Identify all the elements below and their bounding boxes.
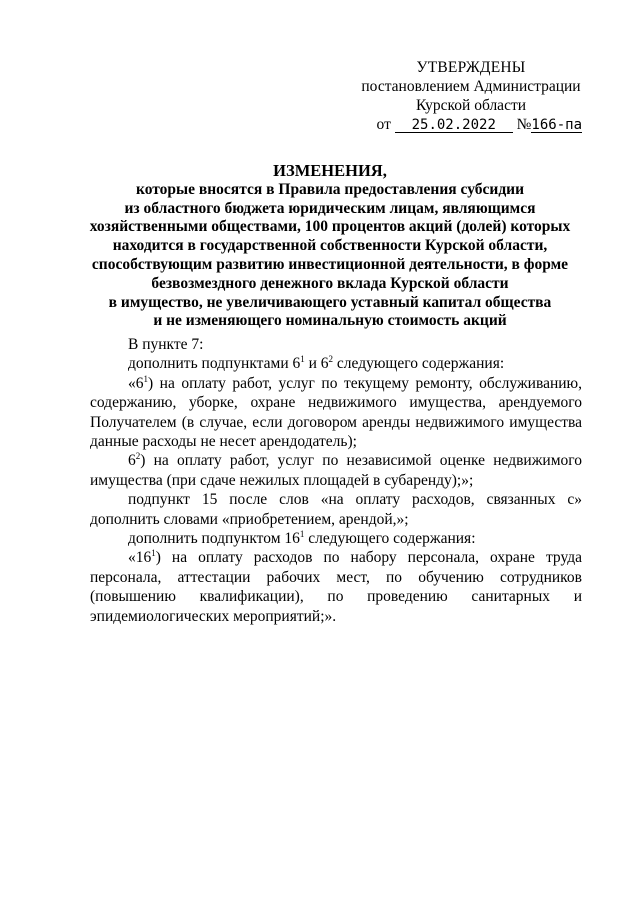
paragraph-text: ) на оплату расходов по набору персонала, охране труда персонала, аттестации рабочих мест, по обучению сотрудников (повышению квалификации), по проведению санитарных и эпидемиологических мероприятий;». (90, 549, 582, 625)
paragraph-subitem-6-1 (90, 374, 582, 452)
paragraph-text: В пункте 7: (128, 336, 204, 353)
superscript: 1 (151, 548, 156, 559)
paragraph-add-subitem-16 (90, 529, 582, 548)
superscript: 2 (328, 354, 334, 365)
approval-line-1: постановлением Администрации (361, 78, 581, 95)
paragraph-subitem-16-1 (90, 548, 582, 626)
approval-date-line (360, 115, 582, 134)
paragraph-text: 6 (128, 452, 136, 470)
superscript: 1 (143, 373, 148, 384)
paragraph-text: ) на оплату работ, услуг по текущему ремонту, обслуживанию, содержанию, уборке, охране недвижимого имущества, арендуемого Получателем (в случае, если договором аренды недвижимого имущества данные расходы не несет арендодатель); (90, 374, 582, 451)
approval-stamp (360, 58, 582, 134)
approval-title: УТВЕРЖДЕНЫ (416, 59, 526, 76)
heading-line: которые вносятся в Правила предоставления субсидии (135, 180, 525, 198)
document-body (90, 335, 582, 626)
paragraph-intro (90, 335, 582, 354)
from-label: от (376, 116, 391, 133)
superscript: 1 (299, 529, 305, 540)
heading-title: ИЗМЕНЕНИЯ, (273, 161, 387, 180)
heading-line: безвозмездного денежного вклада Курской области (151, 274, 509, 292)
heading-line: в имущество, не увеличивающего уставный капитал общества (108, 293, 552, 311)
paragraph-text: дополнить подпунктами 6 (128, 355, 301, 373)
superscript: 2 (135, 451, 141, 462)
approval-line-2: Курской области (415, 97, 527, 114)
paragraph-subitem-15 (90, 490, 582, 529)
paragraph-text: подпункт 15 после слов «на оплату расходов, связанных с» дополнить словами «приобретением, арендой,»; (90, 491, 582, 528)
superscript: 1 (300, 354, 305, 365)
heading-line: из областного бюджета юридическим лицам, являющимся (124, 199, 536, 217)
paragraph-text: дополнить подпунктом 16 (128, 530, 300, 548)
heading-line: находится в государственной собственности Курской области, (112, 237, 548, 255)
paragraph-subitem-6-2 (90, 451, 582, 490)
paragraph-text: следующего содержания: (333, 355, 505, 373)
decree-date: 25.02.2022 (395, 118, 513, 133)
paragraph-text: «6 (128, 374, 144, 392)
decree-number: 166-па (531, 117, 582, 133)
number-label: № (516, 116, 532, 133)
document-heading (82, 162, 578, 331)
paragraph-text: и 6 (304, 355, 329, 373)
paragraph-add-subitems (90, 354, 582, 373)
heading-line: способствующим развитию инвестиционной деятельности, в форме (91, 255, 569, 273)
heading-line: и не изменяющего номинальную стоимость акций (153, 312, 507, 330)
heading-line: хозяйственными обществами, 100 процентов акций (долей) которых (89, 218, 571, 236)
paragraph-text: «16 (128, 549, 152, 567)
paragraph-text: следующего содержания: (304, 530, 476, 548)
paragraph-text: ) на оплату работ, услуг по независимой оценке недвижимого имущества (при сдаче нежилых площадей в субаренду);»; (90, 452, 582, 489)
